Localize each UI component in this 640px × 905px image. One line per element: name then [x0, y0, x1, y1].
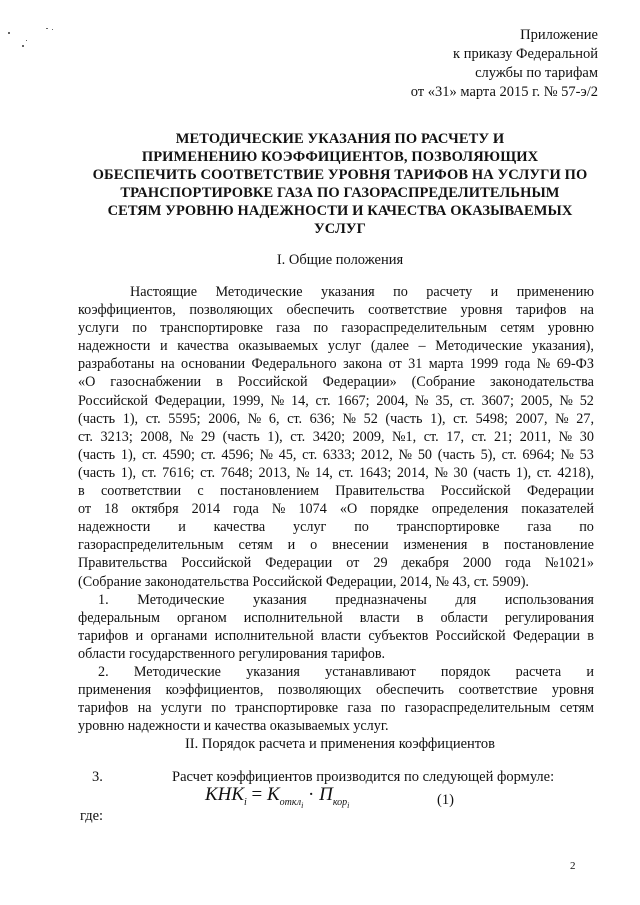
word: постановление: [503, 537, 594, 554]
word: по: [132, 320, 147, 337]
word: ст.: [459, 392, 475, 409]
word: Федерации: [512, 628, 580, 645]
word: надежности: [78, 519, 151, 536]
word: позволяющих: [277, 682, 362, 699]
word: Правительства: [78, 555, 168, 572]
word: года: [233, 501, 259, 518]
word: №: [536, 356, 551, 373]
word: субъектов: [368, 628, 429, 645]
paragraph-line: [78, 500, 594, 518]
word: 69-ФЗ: [556, 356, 594, 373]
word: Российской: [435, 628, 506, 645]
word: в: [416, 610, 424, 627]
paragraph-line: [78, 699, 594, 717]
word: и: [287, 537, 296, 554]
word: по: [313, 320, 329, 337]
word: с: [197, 483, 204, 500]
word: сетям: [559, 700, 594, 717]
word: №: [559, 392, 573, 409]
word: 1),: [122, 410, 139, 427]
word: услуг: [327, 338, 362, 355]
word: от: [78, 501, 92, 518]
word: ст.: [141, 446, 157, 463]
word: соответствие: [368, 302, 447, 319]
word: 1),: [515, 464, 532, 481]
word: Российской: [78, 392, 148, 409]
paragraph-line: [78, 609, 594, 627]
word: указания: [246, 664, 300, 680]
title-line: ТРАНСПОРТИРОВКЕ ГАЗА ПО ГАЗОРАСПРЕДЕЛИТЕЛЬНЫМ: [120, 185, 560, 201]
formula-lhs-subscript: i: [243, 796, 247, 808]
word: и: [178, 519, 186, 536]
title-line: УСЛУГ: [314, 221, 366, 237]
word: и: [159, 338, 168, 355]
word: власти: [321, 628, 361, 645]
word: (часть: [222, 428, 260, 445]
word: 1),: [120, 446, 137, 463]
appendix-date: от «31» марта 2015 г. № 57-э/2: [410, 84, 598, 100]
word: по: [393, 284, 408, 300]
word: Методические: [215, 284, 303, 300]
word: газа: [527, 519, 552, 536]
formula-p-subsubscript: i: [347, 800, 350, 810]
word: услуг: [292, 519, 327, 536]
word: 5498;: [475, 410, 508, 427]
word: закона: [343, 356, 383, 373]
word: (часть: [437, 446, 475, 463]
word: №1,: [392, 428, 417, 445]
word: Федерации: [526, 483, 594, 500]
word: 1),: [267, 428, 283, 445]
word: –: [418, 338, 426, 355]
word: в: [78, 483, 85, 500]
word: ст.: [200, 464, 216, 481]
word: (Собрание: [411, 374, 476, 391]
word: по: [211, 700, 226, 717]
paragraph-line: [78, 283, 594, 301]
word: федеральным: [78, 610, 160, 627]
word: тарифов: [78, 700, 129, 717]
word: 1999: [469, 356, 499, 373]
word: ст.: [338, 464, 354, 481]
word: указания: [321, 284, 375, 300]
word: на: [137, 700, 152, 717]
word: (часть: [473, 464, 511, 481]
word: (часть: [78, 464, 116, 481]
paragraph-2: [78, 663, 594, 735]
paragraph-line: [78, 627, 594, 645]
word: по: [354, 519, 369, 536]
paragraph-line: (Собрание законодательства Российской Федерации, 2014, № 43, ст. 5909).: [78, 573, 529, 590]
paragraph-line: [78, 373, 594, 391]
word: ст.: [501, 446, 517, 463]
word: 2007,: [515, 410, 548, 427]
formula-k-subscript: [280, 797, 304, 808]
word: 6964;: [522, 446, 555, 463]
word: и: [135, 628, 144, 645]
title-line: ОБЕСПЕЧИТЬ СООТВЕТСТВИЕ УРОВНЯ ТАРИФОВ НА УСЛУГИ ПО: [92, 167, 588, 183]
word: 1999,: [232, 392, 264, 409]
scan-speck: [22, 45, 24, 47]
word: №: [415, 392, 429, 409]
word: 4218),: [557, 464, 594, 481]
word: 21;: [494, 428, 513, 445]
paragraph-line: уровню надежности и качества оказываемых услуг.: [78, 718, 389, 735]
word: порядке: [370, 501, 419, 518]
section-heading-procedure: II. Порядок расчета и применения коэффициентов: [184, 736, 496, 752]
page-number: 2: [570, 860, 576, 872]
word: №: [558, 428, 573, 445]
word: постановлением: [219, 483, 319, 500]
formula-equals: =: [246, 784, 267, 805]
word: применения: [78, 682, 152, 699]
word: 27,: [576, 410, 594, 427]
title-line: ПРИМЕНЕНИЮ КОЭФФИЦИЕНТОВ, ПОЗВОЛЯЮЩИХ: [141, 149, 539, 165]
word: 7648;: [220, 464, 253, 481]
word: ст.: [145, 410, 161, 427]
word: 6,: [268, 410, 280, 427]
word: ст.: [315, 392, 331, 409]
paragraph-line: [78, 536, 594, 554]
word: (часть: [78, 446, 116, 463]
word: №: [342, 410, 357, 427]
scan-speck: [52, 29, 53, 30]
word: указания),: [532, 338, 594, 355]
word: Российской: [440, 483, 511, 500]
word: 14,: [315, 464, 333, 481]
word: Методические: [435, 338, 523, 355]
word: №: [270, 392, 285, 409]
word: 50: [417, 446, 432, 463]
formula-p-subscript-text: кор: [332, 796, 348, 808]
formula-k-subscript-text: откл: [279, 796, 302, 808]
word: Федерации: [265, 555, 333, 572]
word: 52: [579, 392, 594, 409]
word: 5),: [480, 446, 496, 463]
word: Российской: [237, 374, 308, 391]
word: ст.: [141, 464, 157, 481]
item-text: Расчет коэффициентов производится по следующей формуле:: [172, 769, 555, 785]
word: 2011,: [519, 428, 552, 445]
word: «О: [78, 374, 96, 391]
word: 1),: [120, 464, 137, 481]
word: устанавливают: [325, 664, 416, 680]
word: Федерации»: [322, 374, 397, 391]
word: 30: [453, 464, 468, 481]
appendix-order-ref: к приказу Федеральной: [453, 46, 598, 62]
word: 4596;: [221, 446, 254, 463]
word: 18: [104, 501, 119, 518]
word: 2014: [191, 501, 221, 518]
word: исполнительной: [214, 628, 314, 645]
formula-lhs: КНК: [205, 784, 244, 805]
paragraph-line: [78, 319, 594, 337]
word: №: [179, 428, 194, 445]
appendix-header: [298, 26, 598, 102]
word: применению: [516, 284, 594, 300]
paragraph-line: [78, 446, 594, 464]
where-label: где:: [80, 808, 104, 824]
paragraph-line: [78, 518, 594, 536]
word: октября: [131, 501, 179, 518]
word: о: [310, 537, 318, 554]
word: 30: [579, 428, 594, 445]
word: ст.: [471, 428, 487, 445]
formula-p: П: [319, 784, 333, 805]
word: тарифов: [516, 302, 567, 319]
word: Российской: [181, 555, 252, 572]
word: Настоящие: [130, 284, 198, 300]
word: 2.: [98, 664, 109, 680]
word: для: [455, 592, 477, 608]
word: 1),: [430, 410, 446, 427]
word: 3607;: [481, 392, 514, 409]
word: качества: [177, 338, 229, 355]
word: 2004,: [376, 392, 409, 409]
paragraph-intro: [78, 283, 594, 591]
word: качества: [213, 519, 266, 536]
word: декабря: [401, 555, 449, 572]
word: в: [216, 374, 223, 391]
word: ст.: [302, 446, 318, 463]
word: и: [490, 284, 499, 300]
word: 2012,: [360, 446, 393, 463]
paragraph-line: [78, 663, 594, 681]
item-number: 3.: [92, 769, 103, 785]
word: «О: [339, 501, 358, 518]
paragraph-line: [78, 428, 594, 446]
word: обеспечить: [376, 682, 445, 699]
word: 3420;: [312, 428, 346, 445]
word: услуги: [160, 700, 202, 717]
word: основании: [181, 356, 246, 373]
word: коэффициентов,: [78, 302, 176, 319]
word: уровню: [547, 320, 594, 337]
word: 31: [408, 356, 423, 373]
word: указания: [253, 592, 307, 608]
word: предназначены: [335, 592, 427, 608]
word: 29: [373, 555, 388, 572]
paragraph-line: [78, 681, 594, 699]
word: №: [295, 464, 310, 481]
word: надежности: [78, 338, 151, 355]
word: от: [346, 555, 360, 572]
scan-speck: [46, 28, 48, 29]
word: 52: [363, 410, 378, 427]
word: 2008,: [140, 428, 173, 445]
word: года: [504, 356, 531, 373]
word: Федерации,: [154, 392, 226, 409]
word: разработаны: [78, 356, 155, 373]
word: уровня: [460, 302, 503, 319]
word: определения: [431, 501, 509, 518]
word: органом: [177, 610, 227, 627]
word: на: [160, 356, 175, 373]
word: №: [560, 446, 574, 463]
word: органами: [150, 628, 208, 645]
word: 45,: [278, 446, 297, 463]
paragraph-line: [78, 482, 594, 500]
word: показателей: [521, 501, 594, 518]
word: позволяющих: [189, 302, 273, 319]
word: марта: [428, 356, 464, 373]
paragraph-1: [78, 591, 594, 663]
word: 3213;: [100, 428, 133, 445]
word: по: [380, 700, 396, 717]
word: изменения: [403, 537, 468, 554]
appendix-service: службы по тарифам: [475, 65, 598, 81]
word: ст.: [536, 464, 552, 481]
scan-speck: [26, 40, 27, 41]
word: (далее: [370, 338, 409, 355]
word: услуги: [78, 320, 119, 337]
word: законодательства: [490, 374, 594, 391]
section-heading-general: I. Общие положения: [276, 252, 404, 268]
word: и: [586, 664, 594, 680]
formula-dot: ·: [303, 784, 320, 805]
word: соответствии: [100, 483, 182, 500]
paragraph-line: [78, 355, 594, 373]
word: уровня: [551, 682, 594, 699]
formula-number: (1): [437, 792, 454, 808]
word: оказываемых: [238, 338, 319, 355]
word: 17,: [446, 428, 464, 445]
word: 2005,: [520, 392, 553, 409]
word: №: [398, 446, 413, 463]
paragraph-line: области государственного регулирования тарифов.: [78, 646, 386, 663]
word: соответствие: [458, 682, 538, 699]
word: транспортировке: [160, 320, 263, 337]
word: №: [434, 464, 448, 481]
word: 6333;: [322, 446, 356, 463]
formula-k: К: [266, 784, 280, 805]
word: регулирования: [504, 610, 594, 627]
word: 14,: [291, 392, 309, 409]
word: в: [482, 537, 489, 554]
formula-1: [205, 784, 349, 810]
word: транспортировке: [235, 700, 339, 717]
paragraph-line: [78, 464, 594, 482]
paragraph-line: [78, 392, 594, 410]
word: Правительства: [335, 483, 425, 500]
scan-speck: [8, 32, 10, 34]
word: 2013,: [258, 464, 291, 481]
word: ст.: [287, 410, 303, 427]
paragraph-line: [78, 591, 594, 609]
word: власти: [359, 610, 400, 627]
word: №: [247, 410, 262, 427]
word: №: [259, 446, 273, 463]
word: расчета: [515, 664, 562, 680]
word: 1643;: [358, 464, 392, 481]
word: №: [271, 501, 286, 518]
paragraph-line: [78, 410, 594, 428]
word: сетям: [500, 320, 535, 337]
word: транспортировке: [396, 519, 500, 536]
word: ст.: [200, 446, 216, 463]
word: на: [580, 302, 594, 319]
word: 35,: [435, 392, 454, 409]
word: 2014,: [396, 464, 429, 481]
word: 1667;: [337, 392, 370, 409]
word: Методические: [133, 664, 221, 680]
word: ст.: [423, 428, 439, 445]
formula-k-subsubscript: i: [301, 800, 304, 810]
document-title: [80, 130, 600, 238]
word: 7616;: [162, 464, 195, 481]
word: газоснабжении: [110, 374, 202, 391]
word: использования: [504, 592, 594, 608]
appendix-label: Приложение: [520, 27, 598, 43]
word: сетям: [238, 537, 273, 554]
word: (часть: [385, 410, 423, 427]
word: №: [555, 410, 569, 427]
word: 29: [200, 428, 216, 445]
word: газораспределительным: [341, 320, 487, 337]
word: расчету: [426, 284, 473, 300]
word: тарифов: [78, 628, 129, 645]
word: 1.: [98, 592, 109, 608]
word: 2006,: [208, 410, 241, 427]
word: 5595;: [168, 410, 201, 427]
word: 2000: [462, 555, 492, 572]
word: газа: [347, 700, 372, 717]
word: №1021»: [544, 555, 594, 572]
word: исполнительной: [243, 610, 343, 627]
word: порядок: [440, 664, 491, 680]
word: 53: [579, 446, 594, 463]
word: внесении: [332, 537, 389, 554]
title-line: МЕТОДИЧЕСКИЕ УКАЗАНИЯ ПО РАСЧЕТУ И: [175, 131, 505, 147]
word: в: [587, 628, 594, 645]
word: Методические: [137, 592, 225, 608]
word: ст.: [78, 428, 93, 445]
paragraph-line: [78, 337, 594, 355]
formula-p-subscript: [333, 797, 350, 808]
word: обеспечить: [286, 302, 355, 319]
word: ст.: [290, 428, 306, 445]
word: ст.: [453, 410, 469, 427]
word: по: [579, 519, 594, 536]
word: Федерального: [251, 356, 337, 373]
paragraph-line: [78, 554, 594, 572]
word: газораспределительным: [78, 537, 224, 554]
word: газораспределительным: [404, 700, 551, 717]
word: года: [505, 555, 531, 572]
title-line: СЕТЯМ УРОВНЮ НАДЕЖНОСТИ И КАЧЕСТВА ОКАЗЫВАЕМЫХ: [107, 203, 573, 219]
word: (часть: [78, 410, 116, 427]
word: коэффициентов,: [165, 682, 264, 699]
word: от: [388, 356, 402, 373]
word: 4590;: [162, 446, 195, 463]
word: области: [440, 610, 488, 627]
word: 1074: [298, 501, 327, 518]
word: 2009,: [352, 428, 385, 445]
word: 636;: [309, 410, 335, 427]
word: газа: [276, 320, 301, 337]
paragraph-line: [78, 301, 594, 319]
